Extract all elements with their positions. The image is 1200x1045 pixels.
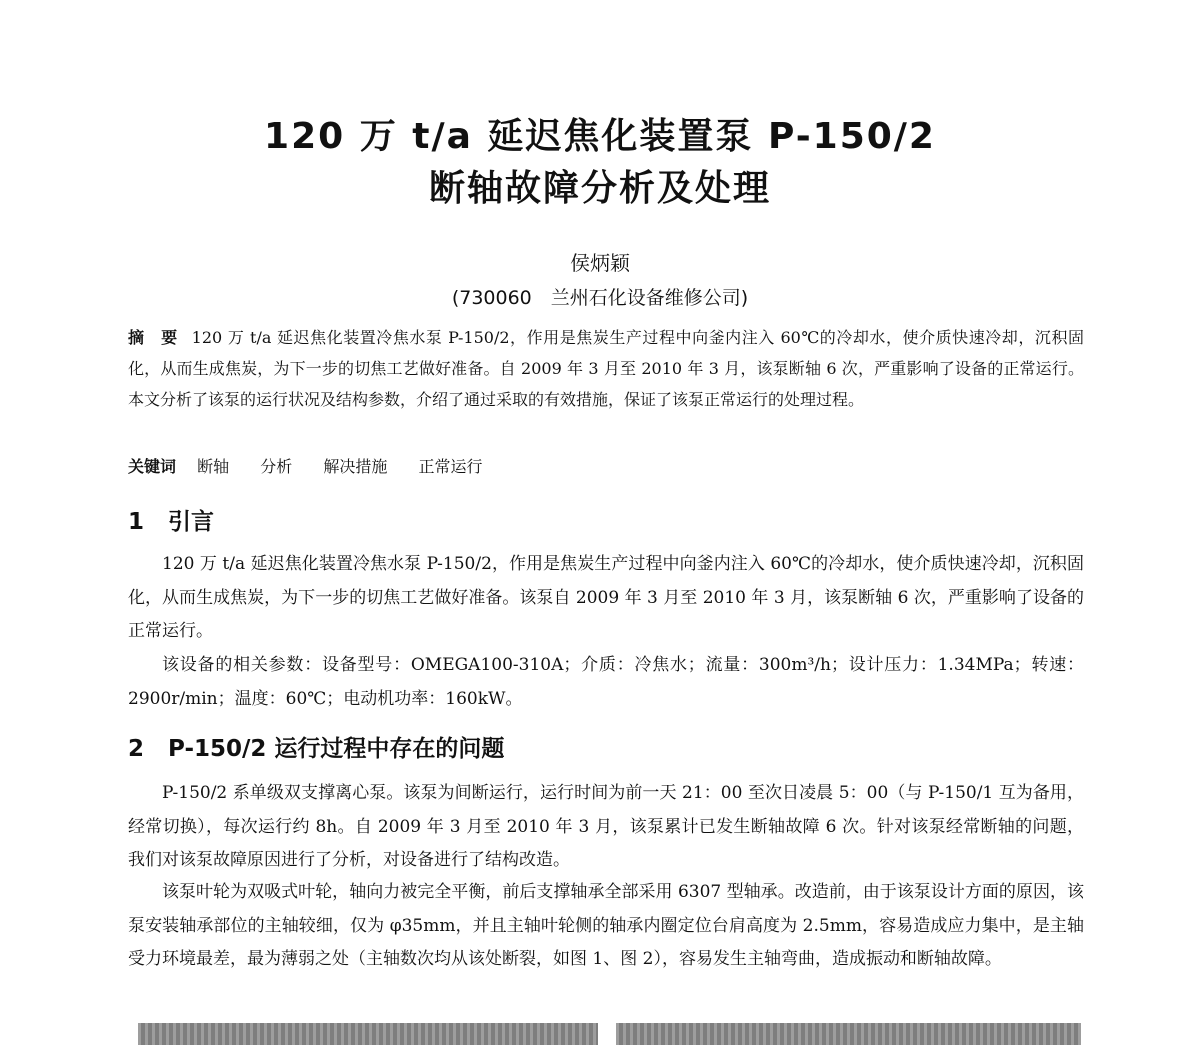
- title-line-1: 120 万 t/a 延迟焦化装置泵 P-150/2: [264, 116, 936, 157]
- section-1-number: 1: [128, 509, 145, 535]
- figure-1-photo: [138, 1023, 598, 1045]
- section-2-paragraph-1: P-150/2 系单级双支撑离心泵。该泵为间断运行，运行时间为前一天 21：00 至次日凌晨 5：00（与 P-150/1 互为备用，经常切换），每次运行约 8h。自 2009 年 3 月至 2010 年 3 月，该泵累计已发生断轴故障 6 次。针对该泵经常断轴的问题，我们对该泵故障原因进行了分析，对设备进行了结构改造。: [128, 783, 1084, 870]
- title-line-2: 断轴故障分析及处理: [428, 168, 771, 209]
- section-1-title: 引言: [168, 509, 214, 535]
- section-1-paragraph-2: 该设备的相关参数：设备型号：OMEGA100-310A；介质：冷焦水；流量：300m³/h；设计压力：1.34MPa；转速：2900r/min；温度：60℃；电动机功率：160kW。: [128, 655, 1084, 709]
- section-2-title: P-150/2 运行过程中存在的问题: [168, 736, 505, 762]
- keywords-label: 关键词: [128, 457, 177, 476]
- section-1-heading: [128, 503, 214, 536]
- figure-2-photo: [616, 1023, 1081, 1045]
- keyword-item: 解决措施: [323, 457, 388, 476]
- abstract: [128, 322, 1084, 415]
- keyword-item: 断轴: [197, 457, 230, 476]
- keywords: [128, 454, 508, 477]
- abstract-text: 120 万 t/a 延迟焦化装置冷焦水泵 P-150/2，作用是焦炭生产过程中向釜内注入 60℃的冷却水，使介质快速冷却，沉积固化，从而生成焦炭，为下一步的切焦工艺做好准备。自 2009 年 3 月至 2010 年 3 月，该泵断轴 6 次，严重影响了设备的正常运行。本文分析了该泵的运行状况及结构参数，介绍了通过采取的有效措施，保证了该泵正常运行的处理过程。: [128, 328, 1084, 409]
- section-2-heading: [128, 730, 504, 763]
- author-name: 侯炳颖: [570, 251, 630, 275]
- abstract-label: 摘 要: [128, 328, 178, 347]
- section-2-paragraph-2: 该泵叶轮为双吸式叶轮，轴向力被完全平衡，前后支撑轴承全部采用 6307 型轴承。改造前，由于该泵设计方面的原因，该泵安装轴承部位的主轴较细，仅为 φ35mm，并且主轴叶轮侧的轴承内圈定位台肩高度为 2.5mm，容易造成应力集中，是主轴受力环境最差，最为薄弱之处（主轴数次均从该处断裂，如图 1、图 2），容易发生主轴弯曲，造成振动和断轴故障。: [128, 882, 1084, 969]
- figure-strip: [138, 1023, 1083, 1045]
- keyword-item: 分析: [260, 457, 293, 476]
- keyword-item: 正常运行: [418, 457, 483, 476]
- section-1-paragraph-1: 120 万 t/a 延迟焦化装置冷焦水泵 P-150/2，作用是焦炭生产过程中向釜内注入 60℃的冷却水，使介质快速冷却，沉积固化，从而生成焦炭，为下一步的切焦工艺做好准备。该泵自 2009 年 3 月至 2010 年 3 月，该泵断轴 6 次，严重影响了设备的正常运行。: [128, 554, 1084, 641]
- author-affiliation: (730060 兰州石化设备维修公司): [451, 287, 749, 309]
- section-2-number: 2: [128, 736, 145, 762]
